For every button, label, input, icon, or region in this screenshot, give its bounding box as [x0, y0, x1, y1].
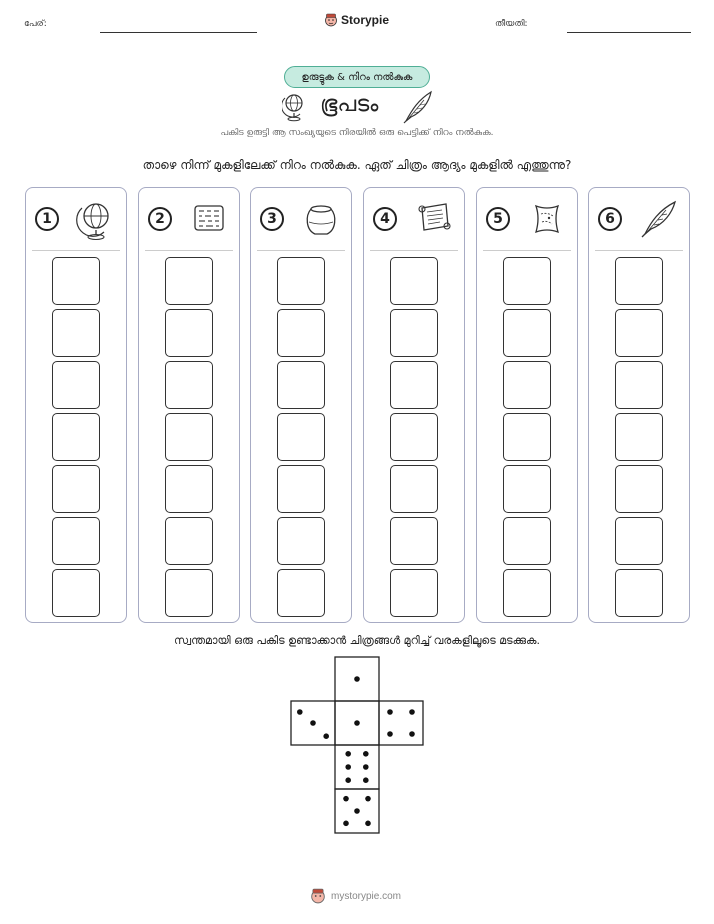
dice-pip: [343, 821, 349, 827]
dice-pip: [354, 720, 360, 726]
brand-name: Storypie: [341, 13, 390, 27]
dice-pip: [363, 764, 369, 770]
dice-pip: [354, 808, 360, 814]
dice-pip: [365, 796, 371, 802]
column-number: 3: [260, 207, 284, 231]
dice-pip: [409, 731, 415, 737]
dice-face-4: [379, 701, 423, 745]
dice-pip: [345, 751, 351, 757]
page-title: ഭൂപടം: [320, 92, 379, 117]
dice-pip: [387, 731, 393, 737]
dice-pip: [345, 777, 351, 783]
dice-pip: [363, 777, 369, 783]
column-number: 2: [148, 207, 172, 231]
dice-pip: [365, 821, 371, 827]
column-number: 5: [486, 207, 510, 231]
dice-face-6: [335, 745, 379, 789]
fold-instruction: സ്വന്തമായി ഒരു പകിട ഉണ്ടാക്കാൻ ചിത്രങ്ങൾ മുറിച്ച് വരകളിലൂടെ മടക്കുക.: [174, 634, 540, 647]
date-label: തീയതി:: [495, 19, 528, 29]
dice-pip: [354, 676, 360, 682]
storypie-logo-icon: [310, 888, 326, 904]
dice-pip: [409, 709, 415, 715]
column-number: 1: [35, 207, 59, 231]
instruction: താഴെ നിന്ന് മുകളിലേക്ക് നിറം നൽകുക. ഏത് ചിത്രം ആദ്യം മുകളിൽ എത്തുന്നു?: [142, 158, 572, 172]
dice-pip: [323, 733, 329, 739]
dice-pip: [310, 720, 316, 726]
dice-pip: [387, 709, 393, 715]
dice-pip: [343, 796, 349, 802]
subtitle: പകിട ഉരുട്ടി ആ സംഖ്യയുടെ നിരയിൽ ഒരു പെട്ടിക്ക് നിറം നൽകുക.: [220, 128, 494, 138]
column-number: 6: [598, 207, 622, 231]
column-number: 4: [373, 207, 397, 231]
name-label: പേര്:: [24, 19, 47, 29]
footer-url[interactable]: mystorypie.com: [331, 890, 402, 902]
dice-pip: [363, 751, 369, 757]
dice-pip: [297, 709, 303, 715]
activity-badge: ഉരുട്ടുക & നിറം നൽകുക: [284, 66, 430, 88]
footer: [310, 888, 401, 904]
dice-pip: [345, 764, 351, 770]
